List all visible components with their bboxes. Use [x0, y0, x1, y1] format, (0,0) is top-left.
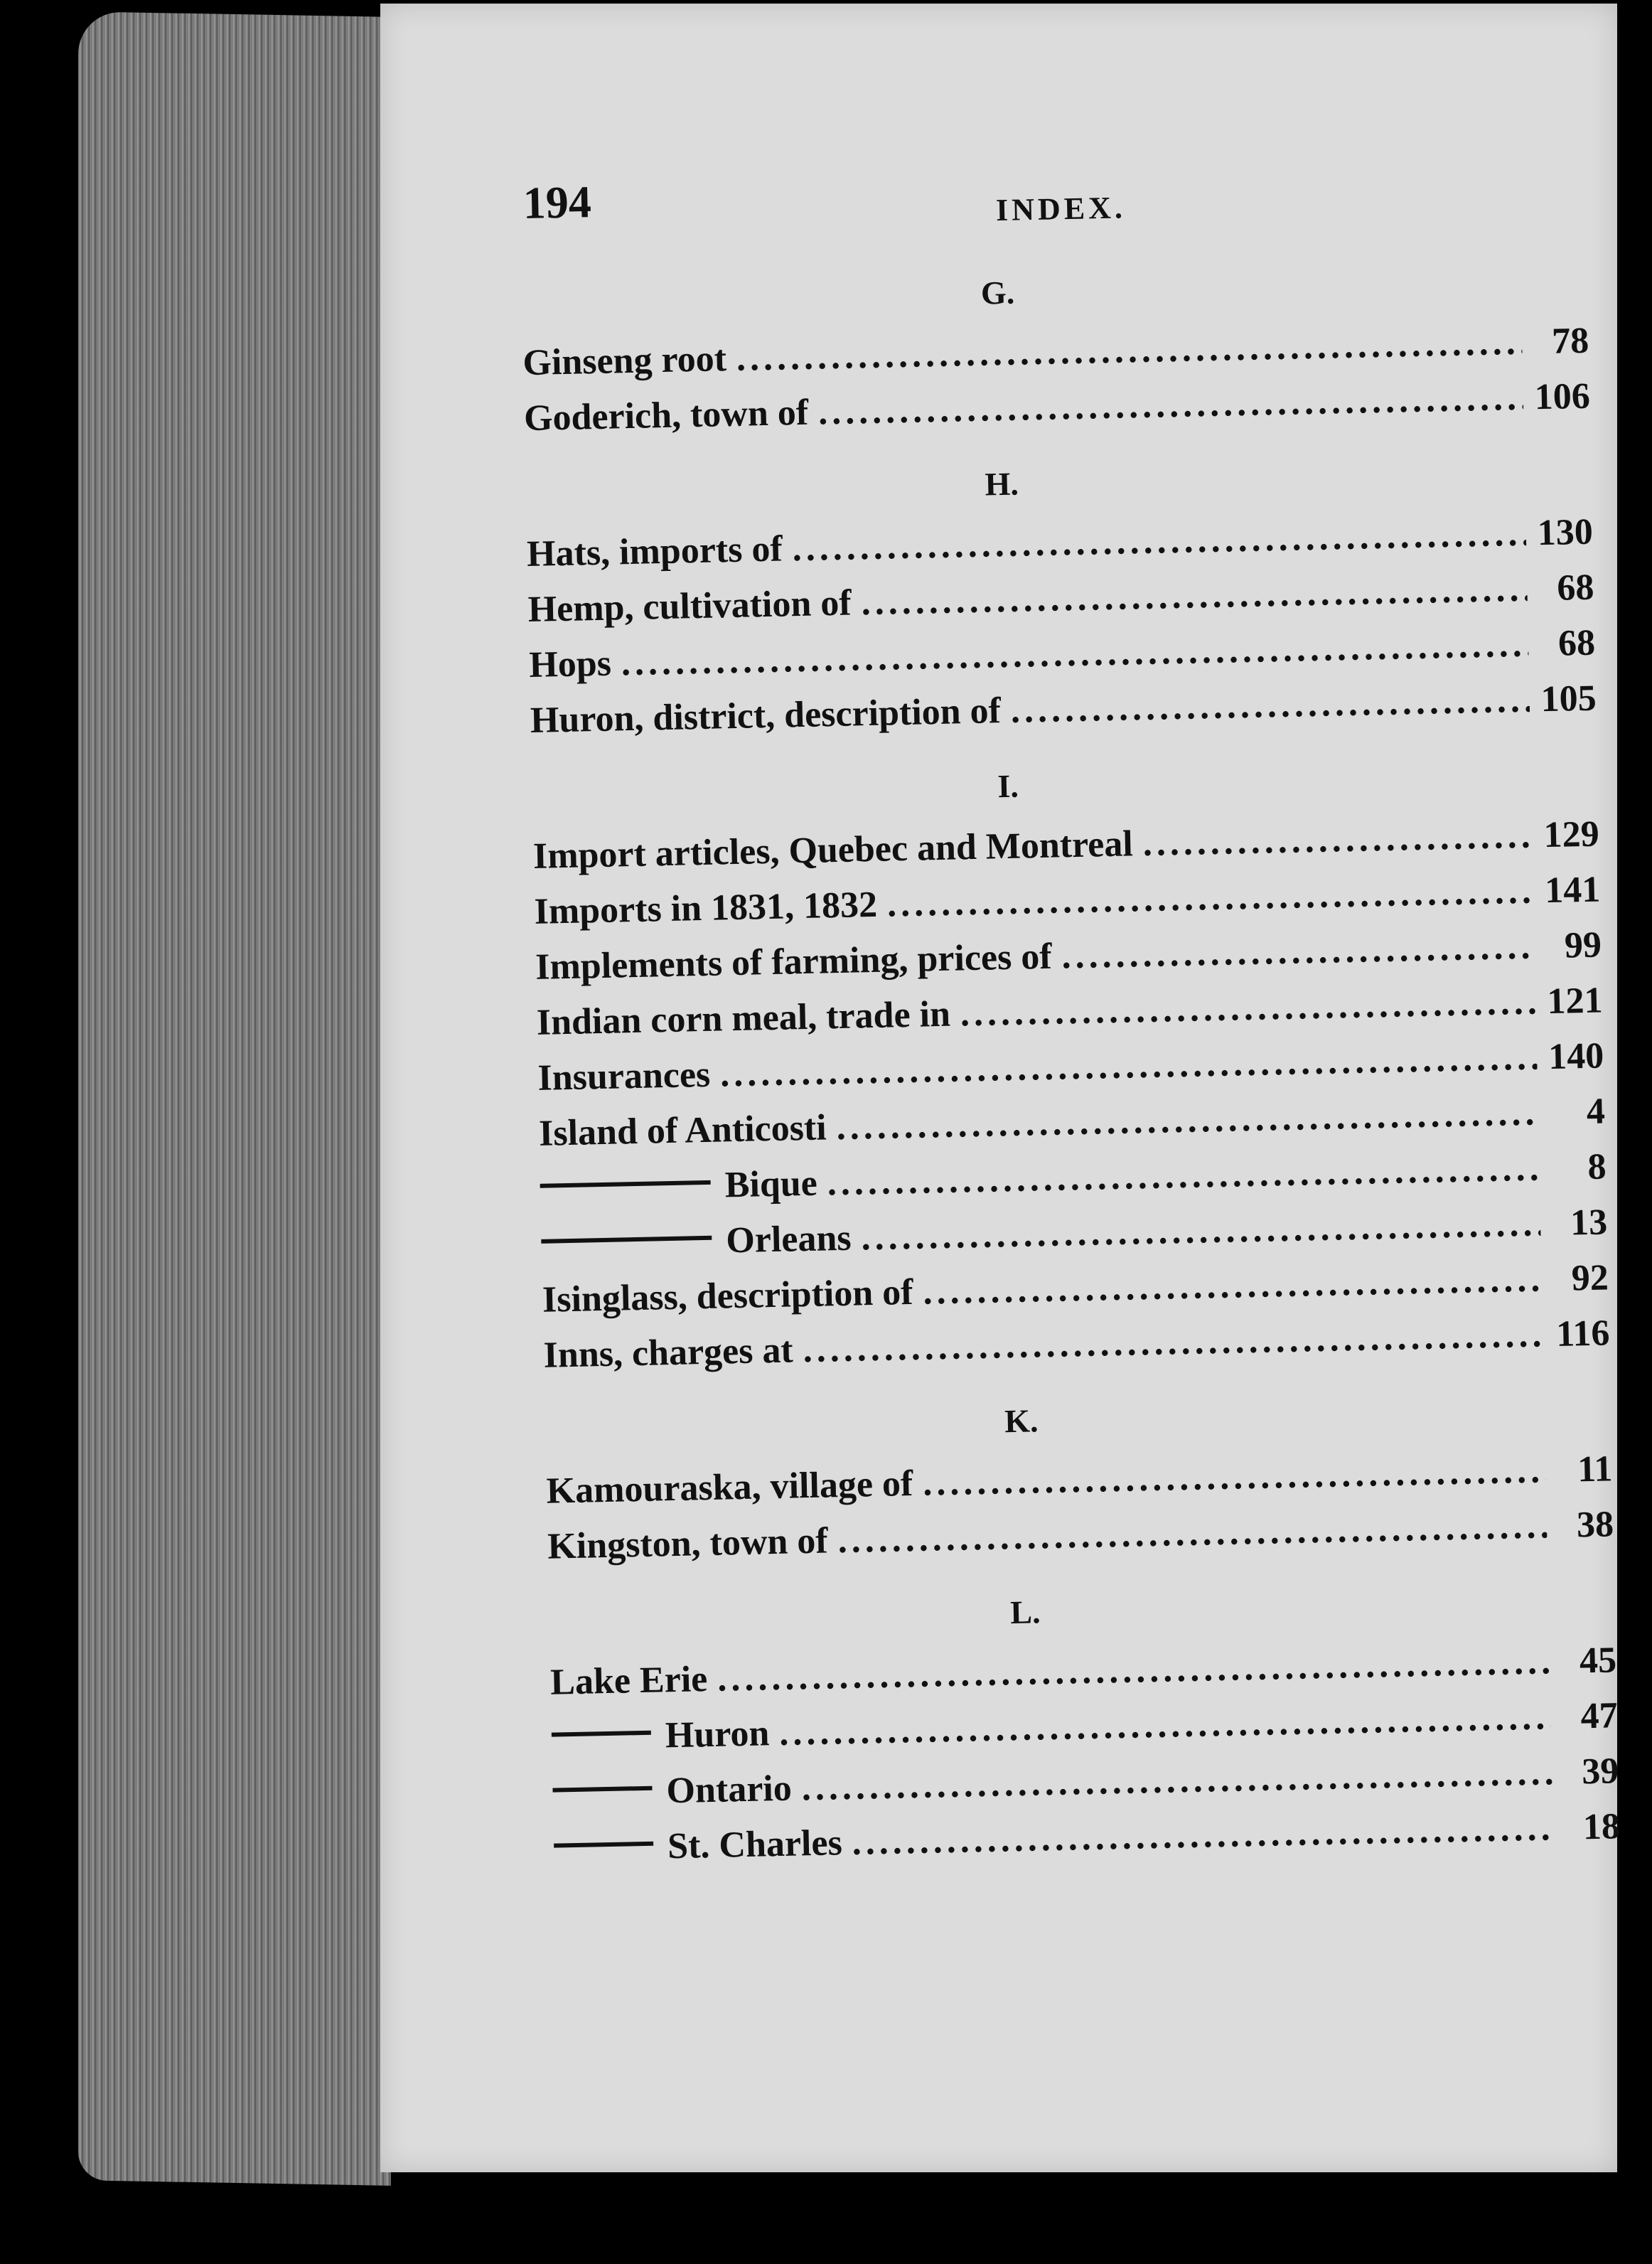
entry-page: 39	[1581, 1751, 1619, 1793]
entry-term: Island of Anticosti	[538, 1107, 827, 1154]
section-letter-l: L.	[1009, 1593, 1041, 1631]
page-edges	[78, 11, 391, 2186]
page-number: 194	[522, 176, 592, 229]
entry-term: Hemp, cultivation of	[527, 582, 852, 631]
entry-term: Isinglass, description of	[542, 1271, 914, 1320]
entry-page: 141	[1544, 869, 1601, 912]
entry-term: Import articles, Quebec and Montreal	[532, 823, 1134, 877]
entry-page: 92	[1571, 1257, 1609, 1299]
entry-page: 38	[1576, 1504, 1614, 1546]
section-letter-g: G.	[980, 274, 1015, 311]
entry-page: 121	[1546, 980, 1604, 1022]
entry-term: Ontario	[665, 1768, 793, 1812]
entry-page: 116	[1555, 1313, 1610, 1355]
section-letter-h: H.	[985, 465, 1019, 503]
entry-term: Huron	[665, 1713, 770, 1756]
entry-page: 8	[1587, 1146, 1607, 1187]
entry-page: 106	[1534, 375, 1591, 418]
entry-term: Huron, district, description of	[530, 690, 1002, 741]
entry-term: Goderich, town of	[523, 392, 809, 439]
entry-page: 18	[1582, 1806, 1621, 1848]
entry-term: Inns, charges at	[543, 1330, 794, 1376]
entry-page: 130	[1537, 511, 1594, 554]
entry-term: Hops	[528, 643, 612, 686]
running-head: INDEX.	[995, 190, 1127, 228]
entry-term: Ginseng root	[522, 338, 727, 384]
entry-page: 68	[1556, 567, 1595, 609]
leader-dots	[1061, 919, 1535, 984]
leader-dots	[1010, 673, 1530, 739]
ditto-dash	[552, 1731, 651, 1737]
entry-term: Indian corn meal, trade in	[536, 993, 951, 1043]
entry-term: Lake Erie	[549, 1659, 708, 1703]
entry-page: 105	[1540, 678, 1597, 720]
entry-term: Implements of farming, prices of	[535, 936, 1053, 988]
entry-page: 11	[1577, 1448, 1613, 1490]
ditto-dash	[552, 1786, 652, 1793]
entry-term: Insurances	[537, 1054, 711, 1099]
entry-page: 13	[1570, 1202, 1608, 1244]
ditto-dash	[541, 1236, 712, 1244]
entry-term: Hats, imports of	[526, 528, 783, 575]
entry-term: Kamouraska, village of	[546, 1463, 913, 1512]
section-letter-k: K.	[1004, 1402, 1039, 1440]
entry-page: 4	[1586, 1091, 1606, 1132]
entry-page: 140	[1548, 1035, 1604, 1078]
entry-page: 45	[1579, 1640, 1617, 1682]
index-content	[490, 155, 1621, 1878]
entry-term: St. Charles	[667, 1822, 843, 1867]
entry-page: 78	[1551, 320, 1589, 362]
entry-term: Bique	[724, 1163, 818, 1206]
ditto-dash	[540, 1180, 711, 1188]
ditto-dash	[554, 1842, 653, 1848]
entry-page: 99	[1564, 924, 1602, 966]
entry-page: 68	[1557, 622, 1596, 664]
entry-term: Imports in 1831, 1832	[534, 884, 878, 932]
entry-term: Kingston, town of	[547, 1520, 829, 1567]
entry-page: 129	[1543, 813, 1600, 856]
leader-dots	[1142, 808, 1533, 872]
entry-page: 47	[1580, 1695, 1619, 1737]
section-letter-i: I.	[997, 767, 1019, 805]
entry-term: Orleans	[725, 1217, 852, 1261]
